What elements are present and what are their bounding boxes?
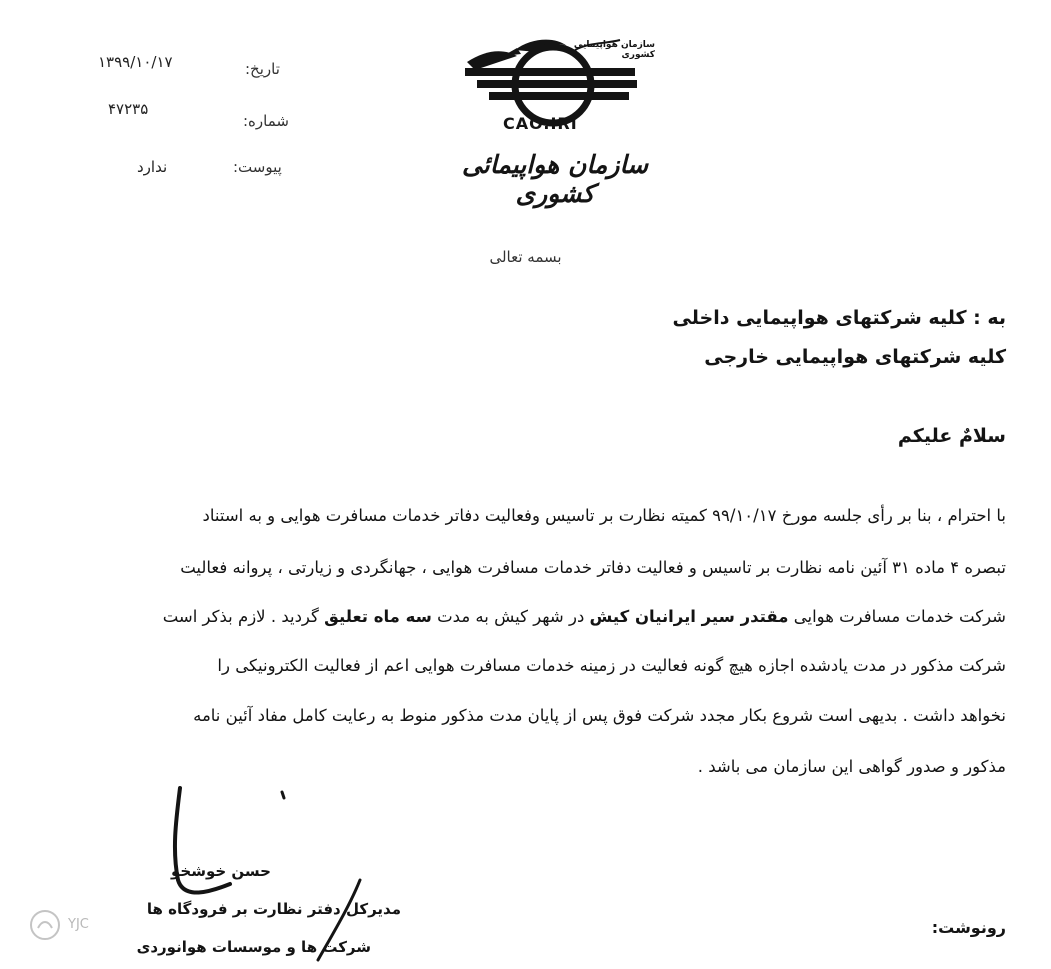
body-line-3-b: در شهر کیش به مدت: [437, 607, 585, 626]
body-line-4: شرکت مذکور در مدت یادشده اجازه هیچ گونه فعالیت در زمینه خدمات مسافرت هوایی اعم از فعالیت الکترونیکی را: [217, 656, 1006, 675]
body-line-2: تبصره ۴ ماده ۳۱ آئین نامه نظارت بر تاسیس و فعالیت دفاتر خدمات مسافرت هوایی ، جهانگردی و زیارتی ، پروانه فعالیت: [180, 558, 1006, 577]
yjc-text: YJC: [68, 917, 89, 932]
number-label: شماره:: [243, 112, 289, 130]
company-name: مقتدر سیر ایرانیان کیش: [589, 607, 789, 626]
signatory-title-2: شرکت ها و موسسات هوانوردی: [136, 938, 371, 956]
body-line-5: نخواهد داشت . بدیهی است شروع بکار مجدد شرکت فوق پس از پایان مدت مذکور منوط به رعایت کامل مفاد آئین نامه: [193, 706, 1006, 725]
body-line-3-a: شرکت خدمات مسافرت هوایی: [793, 607, 1006, 626]
logo-small-text: سازمان هواپیمایی کشوری: [573, 40, 655, 60]
date-label: تاریخ:: [245, 60, 280, 78]
recipient-line-1: به : کلیه شرکتهای هواپیمایی داخلی: [672, 307, 1006, 329]
recipient-line-2: کلیه شرکتهای هواپیمایی خارجی: [704, 346, 1006, 368]
yjc-logo-icon: [28, 908, 62, 942]
logo-abbr: CAO.IRI: [503, 114, 578, 133]
body-line-3-c: گردید . لازم بذکر است: [162, 607, 319, 626]
greeting: سلامٌ علیکم: [897, 425, 1006, 447]
body-line-1: با احترام ، بنا بر رأی جلسه مورخ ۹۹/۱۰/۱۷ کمیته نظارت بر تاسیس وفعالیت دفاتر خدمات مسافرت هوایی و به استناد: [202, 506, 1006, 525]
suspension-duration: سه ماه تعلیق: [324, 607, 432, 626]
signatory-name: حسن خوشخو: [171, 862, 271, 880]
attachment-label: پیوست:: [233, 158, 282, 176]
yjc-watermark: [28, 908, 148, 948]
body-line-6: مذکور و صدور گواهی این سازمان می باشد .: [697, 757, 1006, 776]
basmala: بسمه تعالی: [489, 248, 562, 266]
signatory-title-1: مدیرکل دفتر نظارت بر فرودگاه ها: [146, 900, 401, 918]
organization-name: سازمان هواپیمائی کشوری: [461, 150, 649, 208]
attachment-value: ندارد: [137, 158, 168, 176]
body-line-3: [163, 607, 1006, 626]
date-value: ۱۳۹۹/۱۰/۱۷: [98, 53, 173, 71]
cc-label: رونوشت:: [931, 918, 1006, 937]
number-value: ۴۷۲۳۵: [108, 100, 149, 118]
